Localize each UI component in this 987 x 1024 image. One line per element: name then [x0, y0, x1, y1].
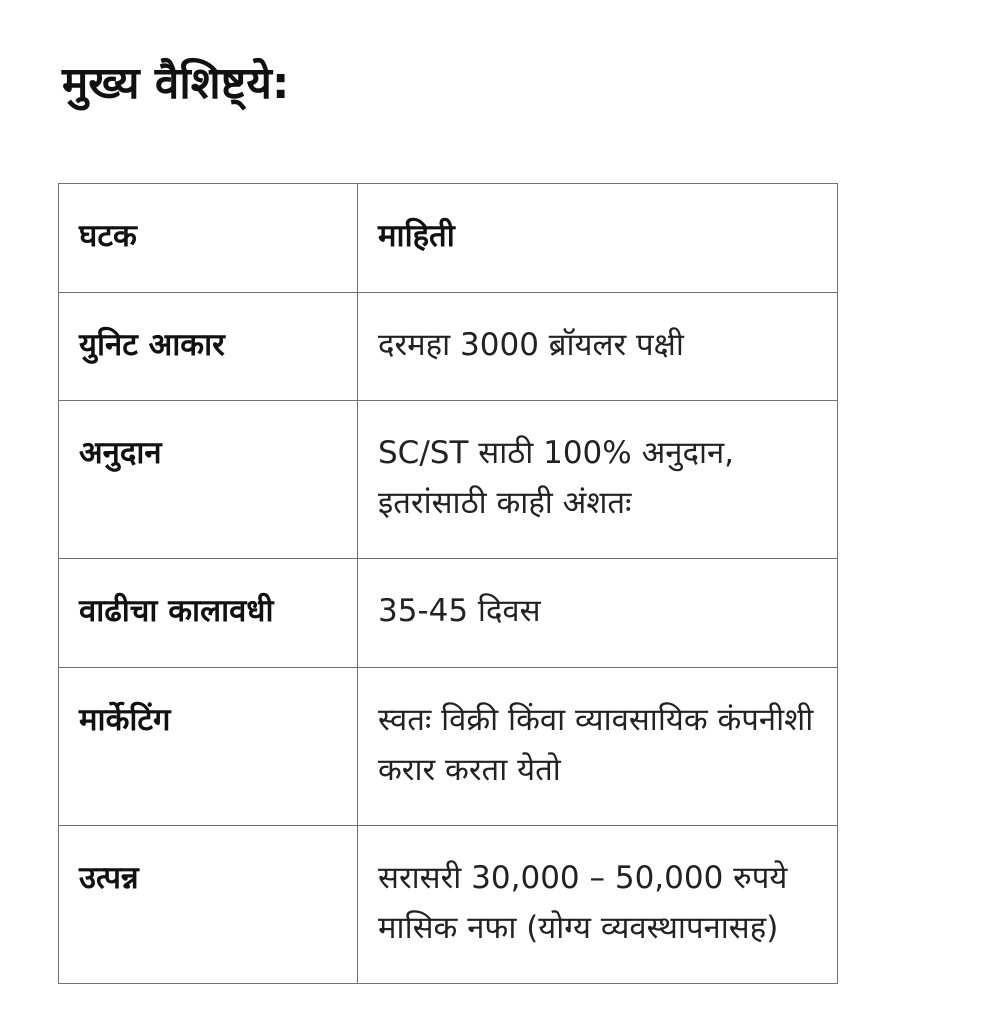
row-key-marketing: मार्केटिंग	[59, 667, 358, 825]
row-value-income: सरासरी 30,000 – 50,000 रुपये मासिक नफा (योग्य व्यवस्थापनासह)	[358, 826, 838, 984]
page-heading: मुख्य वैशिष्ट्ये:	[62, 58, 290, 109]
row-key-subsidy: अनुदान	[59, 401, 358, 559]
row-value-marketing: स्वतः विक्री किंवा व्यावसायिक कंपनीशी करार करता येतो	[358, 667, 838, 825]
table-header-row	[59, 184, 838, 293]
row-value-unit-size: दरमहा 3000 ब्रॉयलर पक्षी	[358, 292, 838, 401]
features-table	[58, 183, 838, 984]
header-cell-component: घटक	[59, 184, 358, 293]
table-row	[59, 559, 838, 668]
table-row	[59, 826, 838, 984]
row-key-unit-size: युनिट आकार	[59, 292, 358, 401]
row-value-subsidy: SC/ST साठी 100% अनुदान, इतरांसाठी काही अंशतः	[358, 401, 838, 559]
header-cell-information: माहिती	[358, 184, 838, 293]
table-row	[59, 667, 838, 825]
table-row	[59, 292, 838, 401]
row-value-growth-period: 35-45 दिवस	[358, 559, 838, 668]
table-row	[59, 401, 838, 559]
row-key-income: उत्पन्न	[59, 826, 358, 984]
row-key-growth-period: वाढीचा कालावधी	[59, 559, 358, 668]
